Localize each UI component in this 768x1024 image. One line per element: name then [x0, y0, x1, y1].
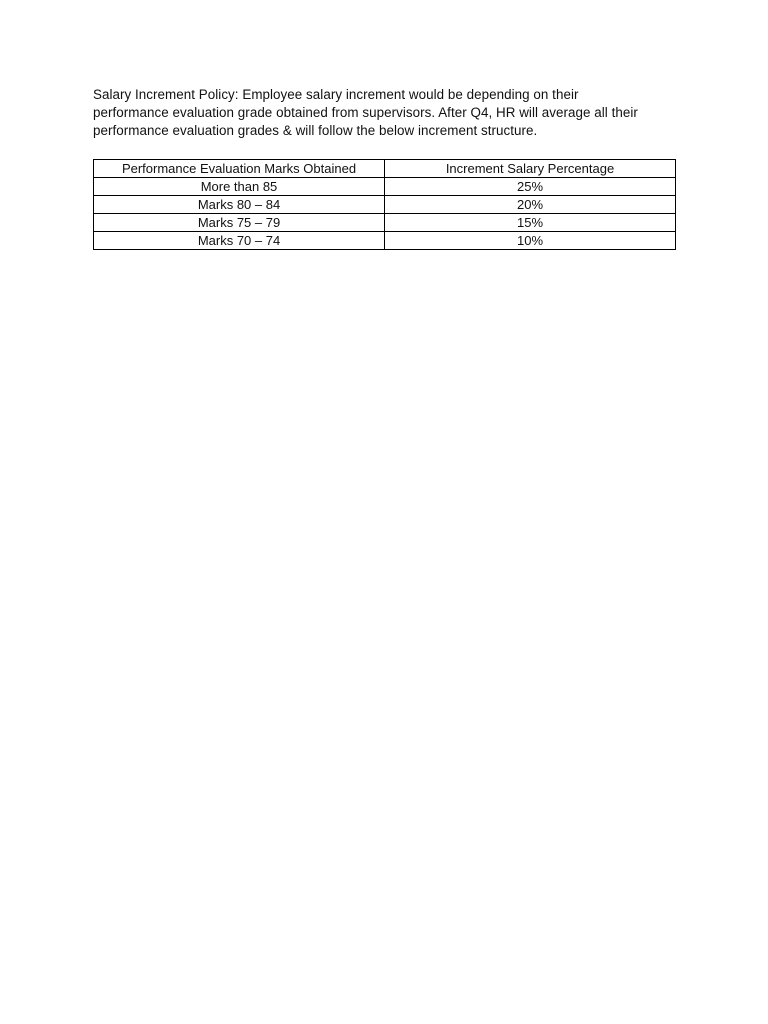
policy-line: performance evaluation grades & will follow the below increment structure.	[93, 123, 538, 138]
percentage-cell: 20%	[385, 196, 676, 214]
table-row	[94, 178, 676, 196]
marks-cell: Marks 70 – 74	[94, 232, 385, 250]
table-row	[94, 196, 676, 214]
header-marks-obtained: Performance Evaluation Marks Obtained	[94, 160, 385, 178]
policy-paragraph	[93, 86, 683, 140]
percentage-cell: 15%	[385, 214, 676, 232]
marks-cell: More than 85	[94, 178, 385, 196]
policy-line: Salary Increment Policy: Employee salary increment would be depending on their	[93, 87, 579, 102]
policy-line: performance evaluation grade obtained from supervisors. After Q4, HR will average all their	[93, 105, 638, 120]
percentage-cell: 25%	[385, 178, 676, 196]
percentage-cell: 10%	[385, 232, 676, 250]
increment-table	[93, 159, 676, 250]
table-header-row	[94, 160, 676, 178]
table-row	[94, 214, 676, 232]
marks-cell: Marks 80 – 84	[94, 196, 385, 214]
header-increment-percentage: Increment Salary Percentage	[385, 160, 676, 178]
marks-cell: Marks 75 – 79	[94, 214, 385, 232]
table-row	[94, 232, 676, 250]
